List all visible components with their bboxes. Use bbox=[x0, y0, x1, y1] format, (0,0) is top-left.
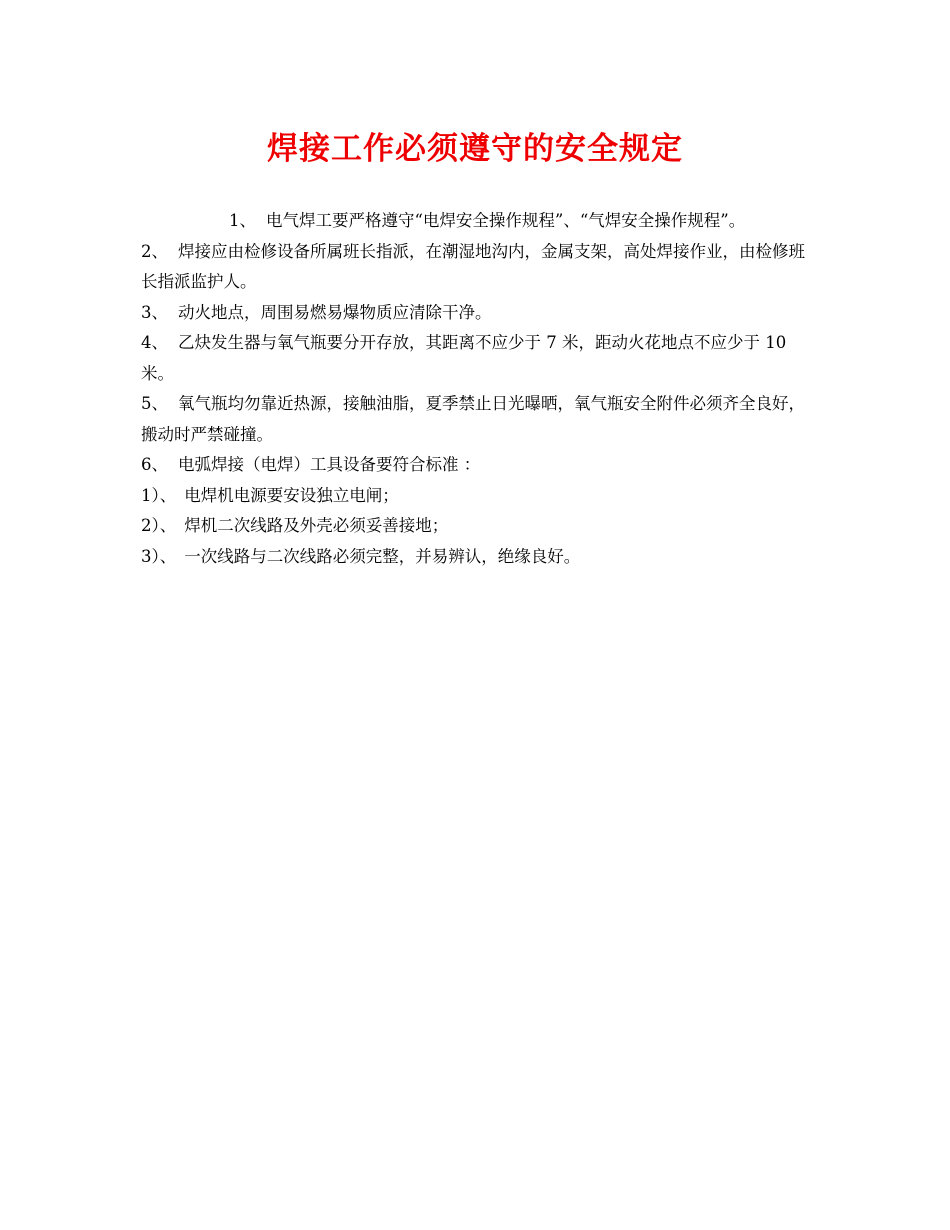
rule-item-2 bbox=[141, 237, 816, 298]
rule-text: 乙炔发生器与氧气瓶要分开存放，其距离不应少于 7 米，距动火花地点不应少于 10 米。 bbox=[141, 333, 787, 383]
sub-item-3 bbox=[141, 542, 816, 573]
sub-item-number: 3）、 bbox=[141, 546, 177, 566]
rule-item-1 bbox=[141, 206, 816, 237]
rule-item-6 bbox=[141, 450, 816, 481]
sub-item-number: 1）、 bbox=[141, 485, 177, 505]
rule-number: 2、 bbox=[141, 241, 168, 261]
rule-text: 动火地点，周围易燃易爆物质应清除干净。 bbox=[178, 302, 492, 322]
document-body bbox=[141, 206, 816, 572]
rule-text: 氧气瓶均勿靠近热源，接触油脂，夏季禁止日光曝晒，氧气瓶安全附件必须齐全良好，搬动时严禁碰撞。 bbox=[141, 394, 805, 444]
rule-number: 1、 bbox=[229, 211, 256, 230]
rule-number: 3、 bbox=[141, 302, 168, 322]
sub-item-text: 一次线路与二次线路必须完整，并易辨认，绝缘良好。 bbox=[184, 546, 581, 566]
rule-text: 电弧焊接（电焊）工具设备要符合标准 ： bbox=[178, 455, 481, 474]
sub-item-1 bbox=[141, 481, 816, 512]
rule-number: 4、 bbox=[141, 333, 168, 352]
rule-text: 电气焊工要严格遵守“电焊安全操作规程”、“气焊安全操作规程”。 bbox=[266, 211, 746, 230]
sub-item-number: 2）、 bbox=[141, 516, 177, 535]
rule-item-4 bbox=[141, 328, 816, 389]
rule-text: 焊接应由检修设备所属班长指派，在潮湿地沟内，金属支架，高处焊接作业，由检修班长指派监护人。 bbox=[141, 241, 805, 291]
rule-number: 5、 bbox=[141, 394, 168, 413]
rule-item-3 bbox=[141, 298, 816, 329]
sub-item-2 bbox=[141, 511, 816, 542]
rule-item-5 bbox=[141, 389, 816, 450]
document-title: 焊接工作必须遵守的安全规定 bbox=[267, 131, 683, 167]
sub-item-text: 焊机二次线路及外壳必须妥善接地； bbox=[184, 516, 449, 535]
sub-item-text: 电焊机电源要安设独立电闸； bbox=[184, 485, 399, 505]
rule-number: 6、 bbox=[141, 455, 168, 474]
